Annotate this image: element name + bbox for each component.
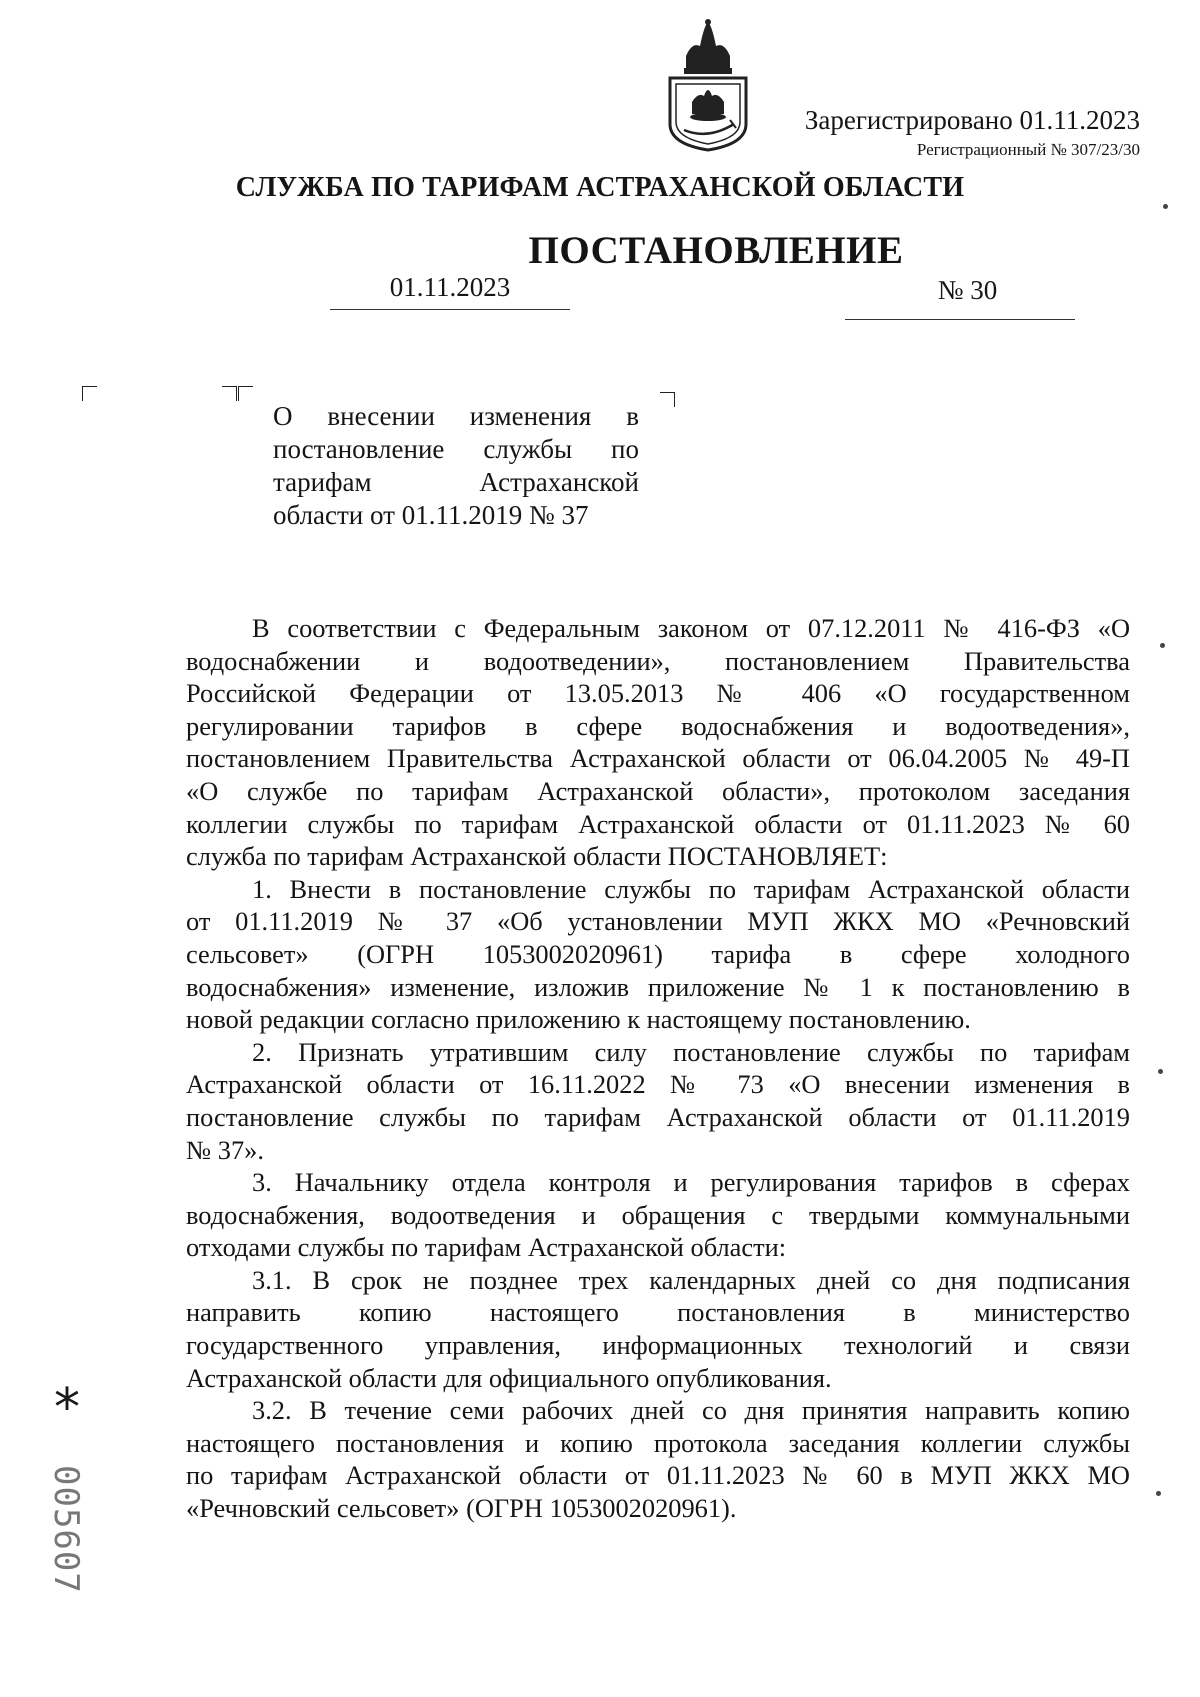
corner-bracket bbox=[660, 392, 675, 407]
body-line: отходами службы по тарифам Астраханской области: bbox=[186, 1232, 787, 1263]
scan-dot bbox=[1160, 643, 1165, 648]
document-subject bbox=[273, 400, 639, 532]
body-line: 3.1. В срок не позднее трех календарных дней со дня подписания bbox=[252, 1264, 1130, 1295]
body-line: 3.2. В течение семи рабочих дней со дня принятия направить копию bbox=[252, 1395, 1130, 1426]
document-body bbox=[186, 612, 1130, 1525]
coat-of-arms-emblem bbox=[664, 16, 752, 152]
scan-dot bbox=[1163, 204, 1168, 209]
margin-asterisk: * bbox=[54, 1378, 80, 1438]
registration-number: Регистрационный № 307/23/30 bbox=[916, 140, 1140, 159]
document-date: 01.11.2023 bbox=[389, 272, 511, 302]
body-line: 2. Признать утратившим силу постановление службы по тарифам bbox=[252, 1036, 1130, 1067]
document-type-title: ПОСТАНОВЛЕНИЕ bbox=[528, 229, 904, 272]
body-line: постановлением Правительства Астраханской области от 06.04.2005 № 49-П bbox=[186, 743, 1130, 774]
registration-stamp: Зарегистрировано 01.11.2023 bbox=[804, 105, 1140, 135]
body-line: Астраханской области для официального опубликования. bbox=[186, 1362, 832, 1393]
body-line: государственного управления, информационных технологий и связи bbox=[186, 1330, 1130, 1361]
body-line: водоснабжения, водоотведения и обращения с твердыми коммунальными bbox=[186, 1199, 1130, 1230]
body-line: служба по тарифам Астраханской области ПОСТАНОВЛЯЕТ: bbox=[186, 841, 888, 872]
body-line: настоящего постановления и копию протокола заседания коллегии службы bbox=[186, 1427, 1130, 1458]
body-line: постановление службы по тарифам Астраханской области от 01.11.2019 bbox=[186, 1101, 1130, 1132]
scan-dot bbox=[1158, 1069, 1163, 1074]
body-line: водоснабжении и водоотведении», постановлением Правительства bbox=[186, 645, 1130, 676]
scan-dot bbox=[1156, 1491, 1161, 1496]
body-line: от 01.11.2019 № 37 «Об установлении МУП ЖКХ МО «Речновский bbox=[186, 906, 1130, 937]
body-line: № 37». bbox=[186, 1134, 264, 1165]
body-line: 1. Внести в постановление службы по тарифам Астраханской области bbox=[252, 873, 1130, 904]
margin-serial-number: 005607 bbox=[46, 1465, 86, 1594]
body-line: Астраханской области от 16.11.2022 № 73 «О внесении изменения в bbox=[186, 1069, 1130, 1100]
body-line: водоснабжения» изменение, изложив приложение № 1 к постановлению в bbox=[186, 971, 1130, 1002]
body-line: новой редакции согласно приложению к настоящему постановлению. bbox=[186, 1004, 971, 1035]
body-line: «Речновский сельсовет» (ОГРН 1053002020961). bbox=[186, 1493, 737, 1524]
body-line: В соответствии с Федеральным законом от 07.12.2011 № 416-ФЗ «О bbox=[252, 613, 1130, 643]
corner-bracket bbox=[238, 386, 253, 401]
body-line: по тарифам Астраханской области от 01.11.2023 № 60 в МУП ЖКХ МО bbox=[186, 1460, 1130, 1491]
document-number: № 30 bbox=[937, 275, 998, 305]
body-line: Российской Федерации от 13.05.2013 № 406 «О государственном bbox=[186, 678, 1130, 709]
body-line: направить копию настоящего постановления в министерство bbox=[186, 1297, 1130, 1328]
body-line: коллегии службы по тарифам Астраханской области от 01.11.2023 № 60 bbox=[186, 808, 1130, 839]
subject-line: тарифам Астраханской bbox=[273, 467, 639, 497]
subject-line: О внесении изменения в bbox=[273, 401, 639, 431]
organization-name: СЛУЖБА ПО ТАРИФАМ АСТРАХАНСКОЙ ОБЛАСТИ bbox=[235, 172, 965, 203]
date-underline bbox=[330, 309, 570, 310]
number-underline bbox=[845, 319, 1075, 320]
corner-bracket bbox=[222, 386, 237, 401]
corner-bracket bbox=[82, 386, 97, 401]
body-line: «О службе по тарифам Астраханской области», протоколом заседания bbox=[186, 775, 1130, 806]
subject-line: постановление службы по bbox=[273, 434, 639, 464]
subject-line: области от 01.11.2019 № 37 bbox=[273, 500, 589, 530]
body-line: сельсовет» (ОГРН 1053002020961) тарифа в сфере холодного bbox=[186, 938, 1130, 969]
body-line: регулировании тарифов в сфере водоснабжения и водоотведения», bbox=[186, 710, 1130, 741]
body-line: 3. Начальнику отдела контроля и регулирования тарифов в сферах bbox=[252, 1167, 1130, 1198]
